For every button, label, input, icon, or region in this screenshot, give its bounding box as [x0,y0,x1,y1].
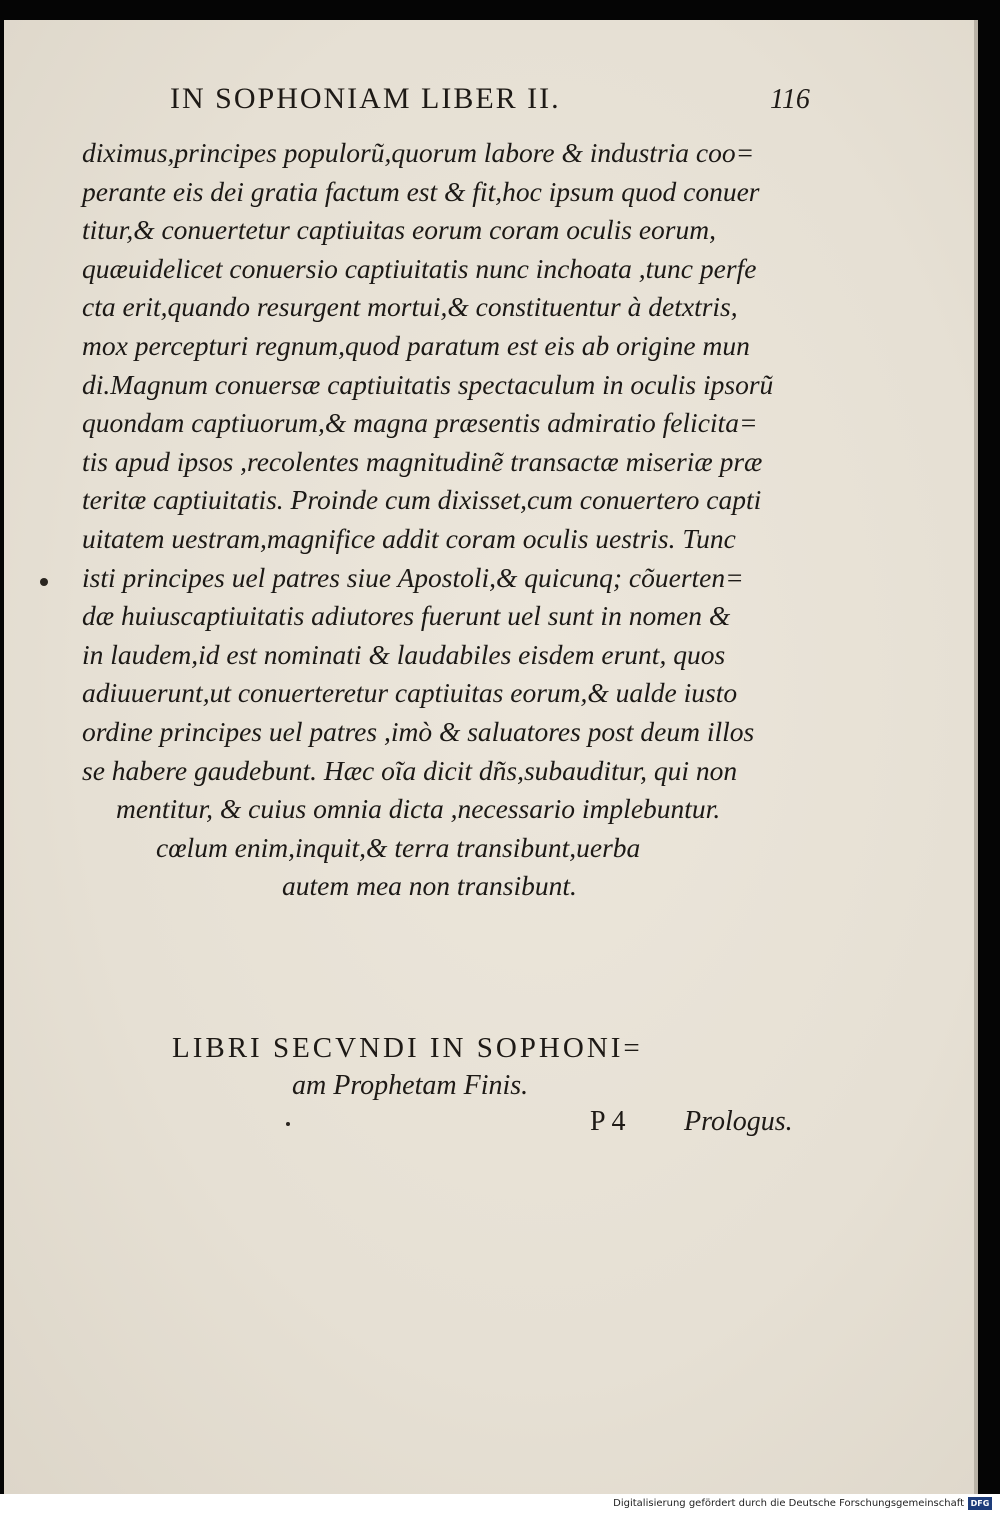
text-line: mox percepturi regnum,quod paratum est eis ab origine mun [82,329,750,361]
page-edge [974,20,978,1494]
margin-mark [40,578,48,586]
text-line: dæ huiuscaptiuitatis adiutores fuerunt uel sunt in nomen & [82,600,731,632]
text-line: titur,& conuertetur captiuitas eorum coram oculis eorum, [82,214,716,246]
text-line: se habere gaudebunt. Hæc oĩa dicit dñs,subauditur, qui non [82,754,738,786]
text-line: cœlum enim,inquit,& terra transibunt,uerba [156,831,641,863]
text-line: cta erit,quando resurgent mortui,& constituentur à detxtris, [82,291,738,323]
funding-credit: Digitalisierung gefördert durch die Deutsche Forschungsgemeinschaft [613,1498,964,1509]
text-line: quæuidelicet conuersio captiuitatis nunc inchoata ,tunc perfe [82,252,757,284]
text-line: autem mea non transibunt. [282,870,577,902]
main-text [82,134,802,906]
dfg-logo: DFG [968,1497,992,1510]
catchword: Prologus. [684,1106,793,1137]
text-line: uitatem uestram,magnifice addit coram oculis uestris. Tunc [82,522,736,554]
signature-mark: P 4 [590,1106,626,1137]
footer-bar [0,1494,1000,1516]
text-line: mentitur, & cuius omnia dicta ,necessario implebuntur. [116,793,721,825]
ink-dot [286,1122,290,1126]
text-line: teritæ captiuitatis. Proinde cum dixisset,cum conuertero capti [82,484,762,516]
text-line: ordine principes uel patres ,imò & saluatores post deum illos [82,715,755,747]
text-line: adiuuerunt,ut conuerteretur captiuitas eorum,& ualde iusto [82,677,738,709]
colophon-line-2: am Prophetam Finis. [292,1070,529,1101]
folio-number: 116 [770,84,810,115]
text-line: isti principes uel patres siue Apostoli,& quicunq; cõuerten= [82,561,744,593]
text-line: di.Magnum conuersæ captiuitatis spectaculum in oculis ipsorũ [82,368,774,400]
text-line: in laudem,id est nominati & laudabiles eisdem erunt, quos [82,638,726,670]
text-line: perante eis dei gratia factum est & fit,hoc ipsum quod conuer [82,175,760,207]
running-title: IN SOPHONIAM LIBER II. [170,82,561,115]
text-line: diximus,principes populorũ,quorum labore & industria coo= [82,137,755,168]
text-line: tis apud ipsos ,recolentes magnitudinẽ transactæ miseriæ præ [82,445,763,477]
colophon-line-1: LIBRI SECVNDI IN SOPHONI= [172,1032,643,1064]
text-line: quondam captiuorum,& magna præsentis admiratio felicita= [82,407,758,439]
